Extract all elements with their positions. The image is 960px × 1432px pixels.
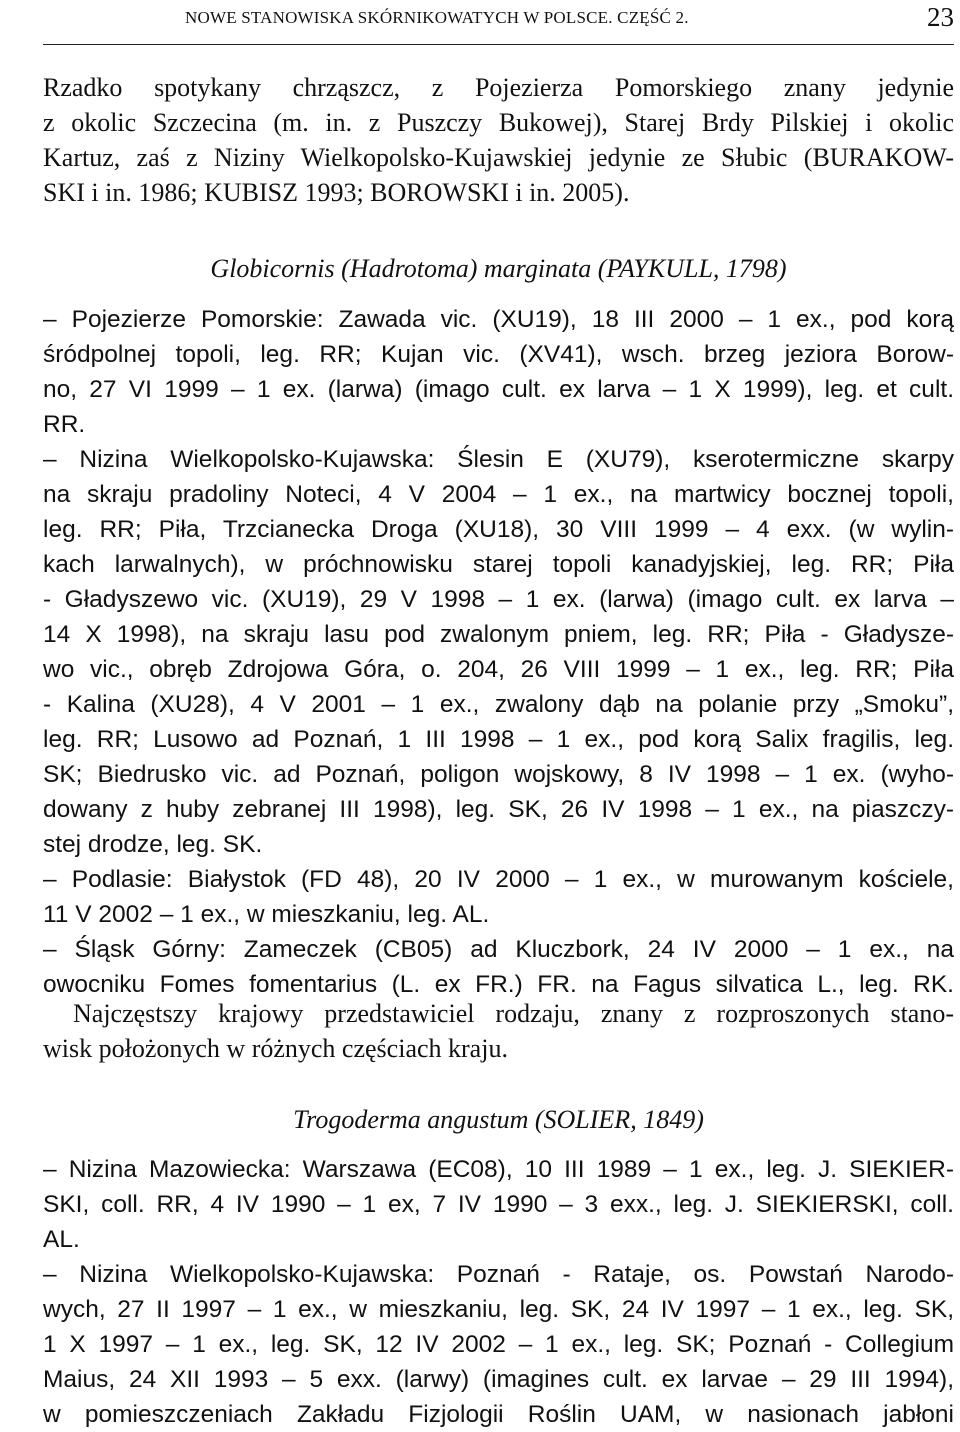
record-line: - Gładyszewo vic. (XU19), 29 V 1998 – 1 ex. (larwa) (imago cult. ex larva –	[43, 586, 954, 613]
record-line: SKI, coll. RR, 4 IV 1990 – 1 ex, 7 IV 1990 – 3 exx., leg. J. SIEKIERSKI, coll.	[43, 1191, 954, 1218]
species-name: Trogoderma angustum (SOLIER, 1849)	[293, 1105, 704, 1134]
text-line: z okolic Szczecina (m. in. z Puszczy Bukowej), Starej Brdy Pilskiej i okolic	[43, 108, 954, 137]
record-line: – Nizina Wielkopolsko-Kujawska: Ślesin E (XU79), kserotermiczne skarpy	[43, 446, 954, 473]
record-line: - Kalina (XU28), 4 V 2001 – 1 ex., zwalony dąb na polanie przy „Smoku”,	[43, 691, 954, 718]
text-line: SKI i in. 1986; KUBISZ 1993; BOROWSKI i in. 2005).	[43, 178, 630, 207]
record-line: – Podlasie: Białystok (FD 48), 20 IV 2000 – 1 ex., w murowanym kościele,	[43, 866, 954, 893]
species-heading	[43, 251, 954, 286]
record-line: wo vic., obręb Zdrojowa Góra, o. 204, 26 VIII 1999 – 1 ex., leg. RR; Piła	[43, 656, 954, 683]
record-line: stej drodze, leg. SK.	[43, 831, 263, 858]
species-heading	[43, 1102, 954, 1137]
record-line: 11 V 2002 – 1 ex., w mieszkaniu, leg. AL.	[43, 901, 490, 928]
record-line: Maius, 24 XII 1993 – 5 exx. (larwy) (imagines cult. ex larvae – 29 III 1994),	[43, 1366, 954, 1393]
record-line: – Pojezierze Pomorskie: Zawada vic. (XU19), 18 III 2000 – 1 ex., pod korą	[43, 306, 954, 333]
record-line: kach larwalnych), w próchnowisku starej topoli kanadyjskiej, leg. RR; Piła	[43, 551, 954, 578]
record-line: – Śląsk Górny: Zameczek (CB05) ad Kluczbork, 24 IV 2000 – 1 ex., na	[43, 936, 954, 963]
text-line: Kartuz, zaś z Niziny Wielkopolsko-Kujawskiej jedynie ze Słubic (BURAKOW-	[43, 143, 954, 172]
species-records	[43, 302, 954, 1002]
record-line: AL.	[43, 1226, 80, 1253]
record-line: dowany z huby zebranej III 1998), leg. SK, 26 IV 1998 – 1 ex., na piaszczy-	[43, 796, 954, 823]
species-name: Globicornis (Hadrotoma) marginata (PAYKULL, 1798)	[210, 254, 787, 283]
record-line: 1 X 1997 – 1 ex., leg. SK, 12 IV 2002 – 1 ex., leg. SK; Poznań - Collegium	[43, 1331, 954, 1358]
text-line: wisk położonych w różnych częściach kraju.	[43, 1034, 508, 1063]
running-header	[43, 0, 954, 45]
record-line: – Nizina Mazowiecka: Warszawa (EC08), 10 III 1989 – 1 ex., leg. J. SIEKIER-	[43, 1156, 954, 1183]
page-number: 23	[927, 2, 954, 32]
record-line: leg. RR; Piła, Trzcianecka Droga (XU18), 30 VIII 1999 – 4 exx. (w wylin-	[43, 516, 954, 543]
running-title: NOWE STANOWISKA SKÓRNIKOWATYCH W POLSCE. CZĘŚĆ 2.	[185, 8, 689, 27]
record-line: na skraju pradoliny Noteci, 4 V 2004 – 1 ex., na martwicy bocznej topoli,	[43, 481, 954, 508]
species-records	[43, 1152, 954, 1432]
record-line: SK; Biedrusko vic. ad Poznań, poligon wojskowy, 8 IV 1998 – 1 ex. (wyho-	[43, 761, 954, 788]
text-line: Najczęstszy krajowy przedstawiciel rodzaju, znany z rozproszonych stano-	[73, 999, 954, 1028]
record-line: no, 27 VI 1999 – 1 ex. (larwa) (imago cult. ex larva – 1 X 1999), leg. et cult.	[43, 376, 954, 403]
record-line: w pomieszczeniach Zakładu Fizjologii Roślin UAM, w nasionach jabłoni	[43, 1401, 954, 1428]
record-line: RR.	[43, 411, 86, 438]
record-line: leg. RR; Lusowo ad Poznań, 1 III 1998 – 1 ex., pod korą Salix fragilis, leg.	[43, 726, 954, 753]
record-line: 14 X 1998), na skraju lasu pod zwalonym pniem, leg. RR; Piła - Gładysze-	[43, 621, 954, 648]
text-line: Rzadko spotykany chrząszcz, z Pojezierza Pomorskiego znany jedynie	[43, 73, 954, 102]
record-line: śródpolnej topoli, leg. RR; Kujan vic. (XV41), wsch. brzeg jeziora Borow-	[43, 341, 954, 368]
record-line: – Nizina Wielkopolsko-Kujawska: Poznań - Rataje, os. Powstań Narodo-	[43, 1261, 954, 1288]
intro-paragraph	[43, 70, 954, 210]
record-line: wych, 27 II 1997 – 1 ex., w mieszkaniu, leg. SK, 24 IV 1997 – 1 ex., leg. SK,	[43, 1296, 954, 1323]
species-summary	[43, 996, 954, 1066]
record-line: owocniku Fomes fomentarius (L. ex FR.) FR. na Fagus silvatica L., leg. RK.	[43, 971, 954, 998]
